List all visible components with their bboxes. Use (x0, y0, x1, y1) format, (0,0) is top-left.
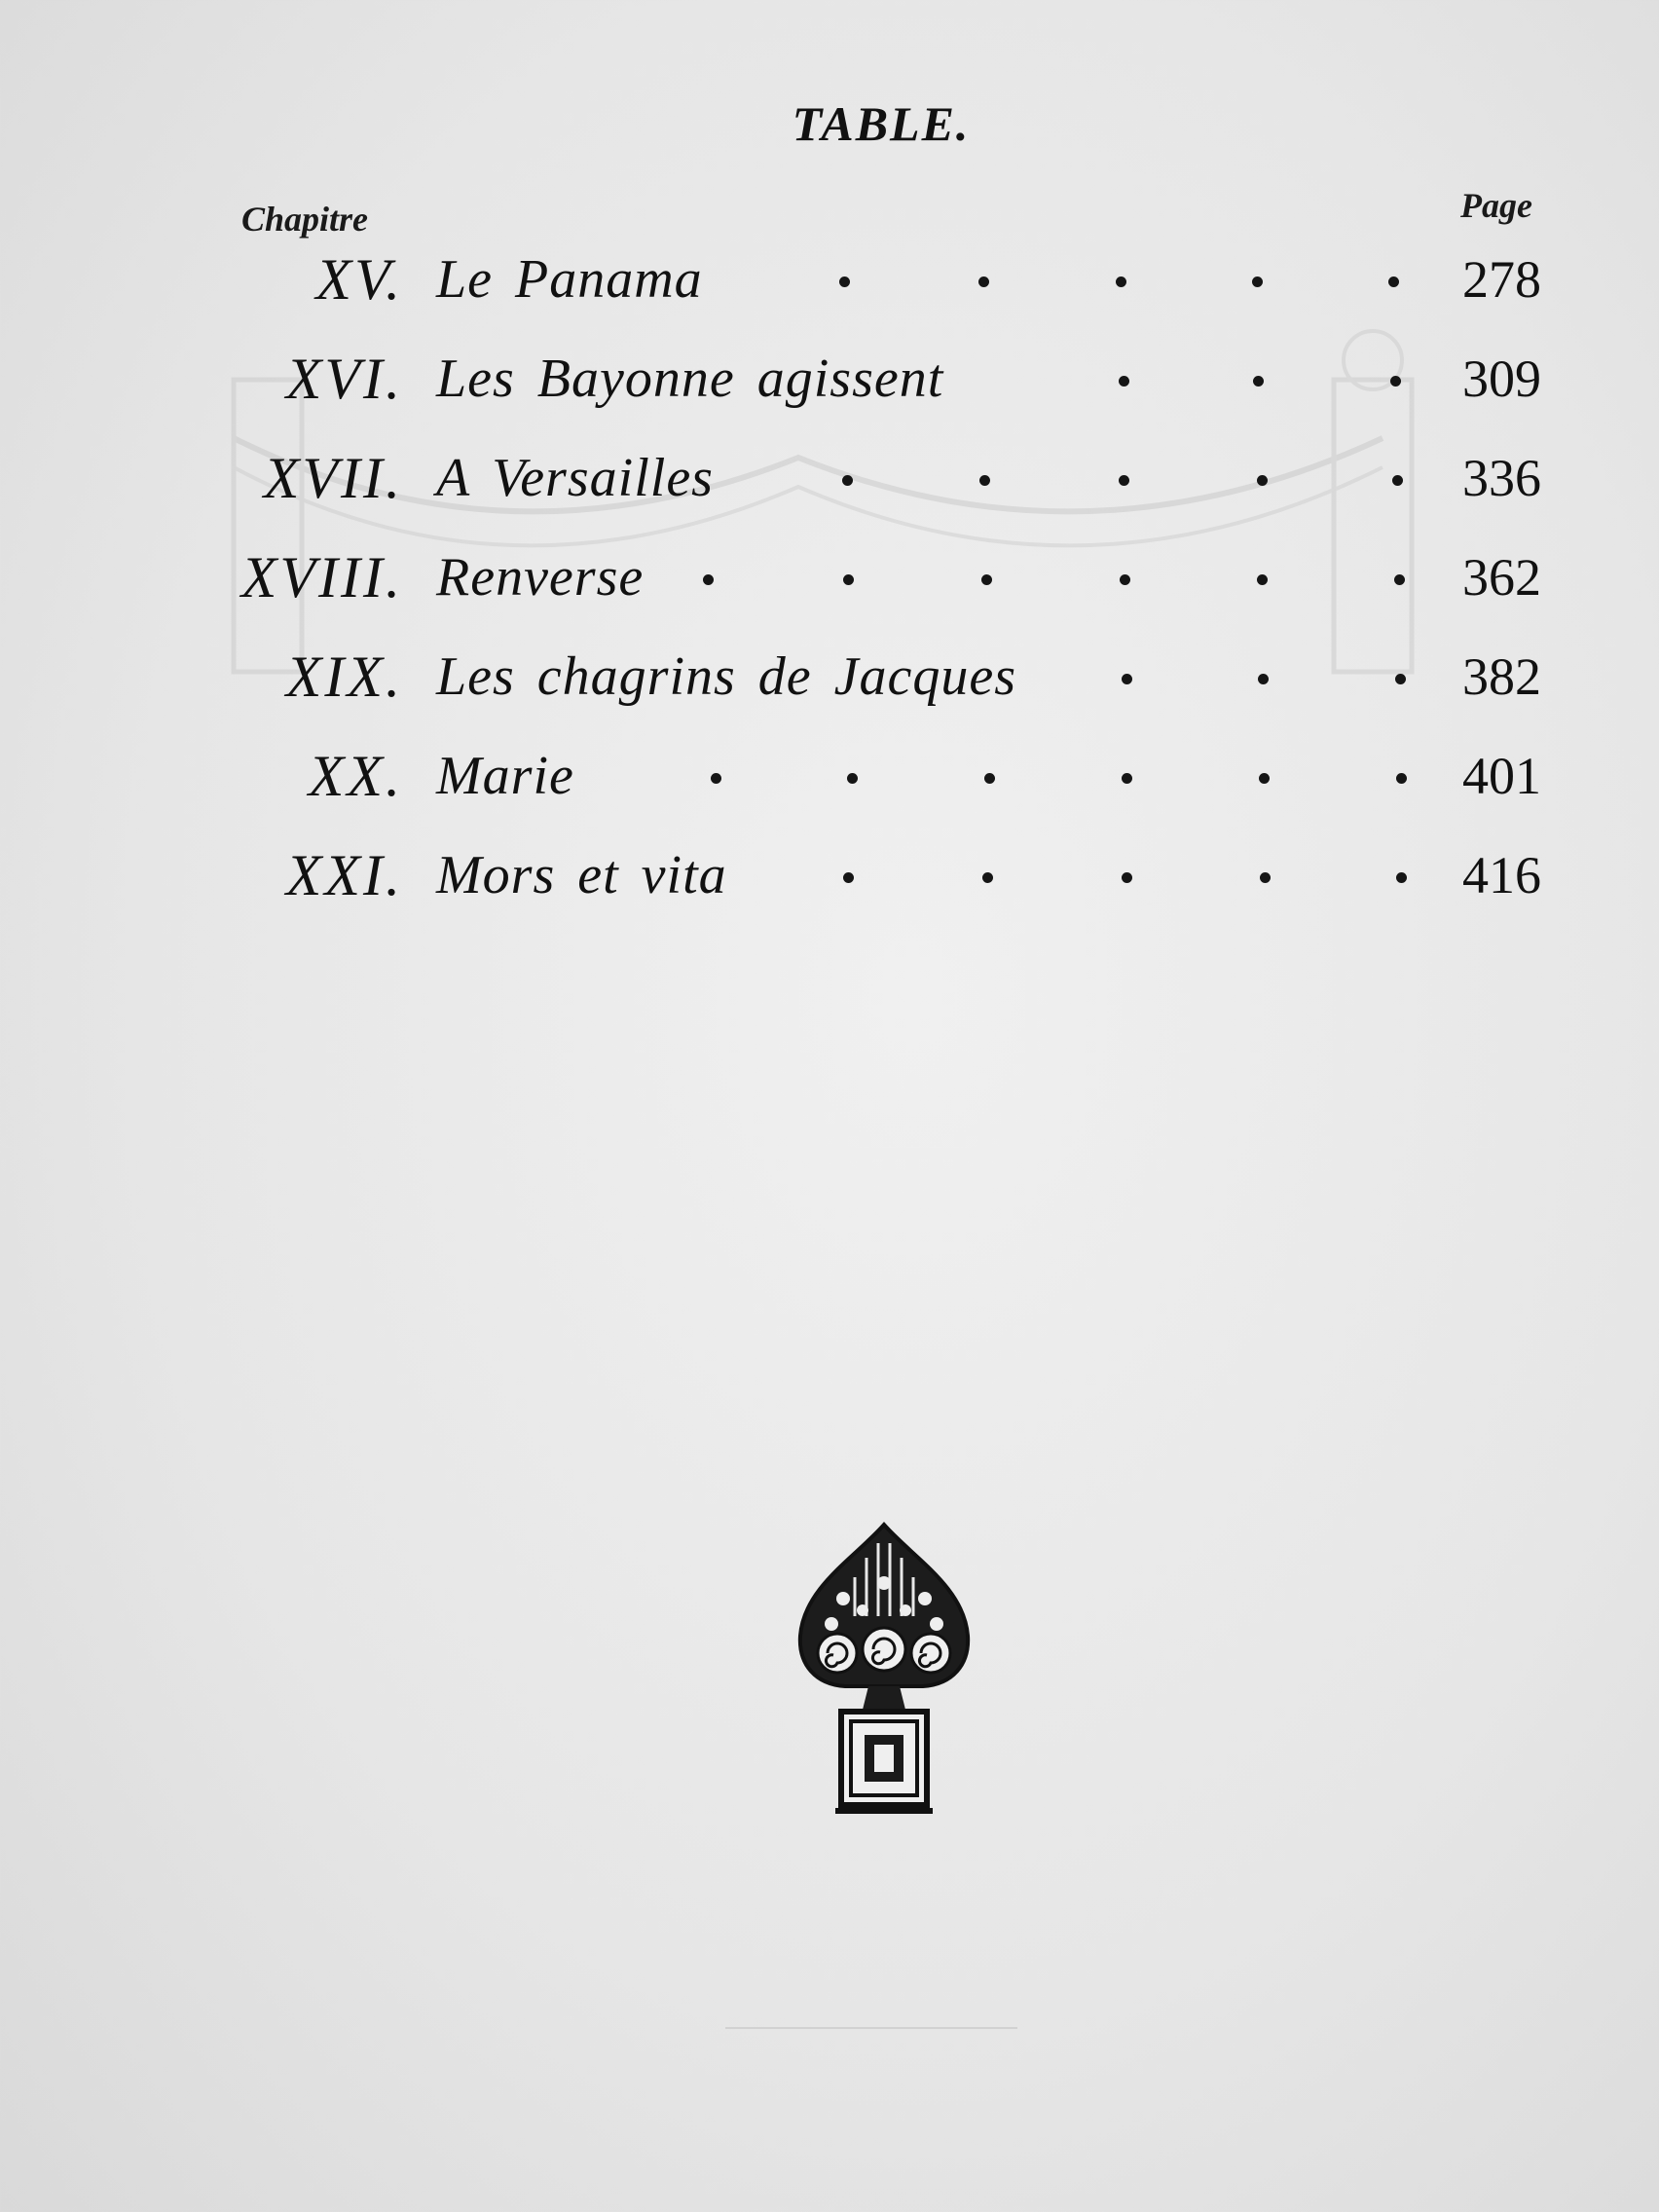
page-column-header: Page (1460, 186, 1532, 225)
leader-dot (981, 574, 992, 585)
leader-dot (984, 773, 995, 784)
leader-dot (1252, 276, 1263, 287)
page-number: 309 (1462, 350, 1541, 408)
leader-dot (1260, 872, 1271, 883)
chapter-numeral: XVI. (285, 347, 403, 411)
fleuron-ornament-icon (787, 1519, 981, 1823)
leader-dot (982, 872, 993, 883)
leader-dot (843, 872, 854, 883)
chapter-numeral: XVII. (263, 446, 403, 510)
chapter-title: A Versailles (436, 448, 714, 508)
leader-dot (839, 276, 850, 287)
leader-dot (1116, 276, 1126, 287)
page-title: TABLE. (792, 96, 971, 151)
leader-dot (1122, 872, 1132, 883)
page-number: 416 (1462, 846, 1541, 904)
leader-dot (1396, 872, 1407, 883)
chapter-numeral: XX. (308, 744, 403, 808)
leader-dot (1259, 773, 1270, 784)
leader-dot (1388, 276, 1399, 287)
leader-dot (1253, 376, 1264, 387)
page-number: 278 (1462, 250, 1541, 309)
leader-dot (1390, 376, 1401, 387)
chapter-numeral: XV. (315, 247, 403, 312)
leader-dot (979, 475, 990, 486)
chapter-column-header: Chapitre (241, 200, 369, 239)
leader-dot (1119, 376, 1129, 387)
leader-dot (1119, 475, 1129, 486)
leader-dot (1122, 773, 1132, 784)
chapter-title: Renverse (436, 547, 645, 608)
page-number: 401 (1462, 747, 1541, 805)
page-number: 382 (1462, 647, 1541, 706)
page-number: 362 (1462, 548, 1541, 607)
chapter-title: Le Panama (436, 249, 703, 310)
chapter-title: Marie (436, 746, 574, 806)
chapter-title: Mors et vita (436, 845, 727, 905)
leader-dot (842, 475, 853, 486)
chapter-title: Les Bayonne agissent (436, 349, 944, 409)
toc-entry (0, 638, 1659, 716)
toc-entry (0, 538, 1659, 616)
chapter-numeral: XXI. (285, 843, 403, 907)
leader-dot (847, 773, 858, 784)
toc-entry (0, 240, 1659, 318)
leader-dot (1257, 574, 1268, 585)
leader-dot (1257, 475, 1268, 486)
leader-dot (1395, 674, 1406, 684)
chapter-numeral: XIX. (285, 645, 403, 709)
toc-entry (0, 737, 1659, 815)
leader-dot (978, 276, 989, 287)
leader-dot (843, 574, 854, 585)
leader-dot (1396, 773, 1407, 784)
leader-dot (1122, 674, 1132, 684)
chapter-title: Les chagrins de Jacques (436, 646, 1017, 707)
leader-dot (1120, 574, 1130, 585)
leader-dot (703, 574, 714, 585)
leader-dot (1394, 574, 1405, 585)
page-number: 336 (1462, 449, 1541, 507)
leader-dot (711, 773, 721, 784)
leader-dot (1258, 674, 1269, 684)
toc-entry (0, 439, 1659, 517)
toc-entry (0, 836, 1659, 914)
toc-entry (0, 340, 1659, 418)
chapter-numeral: XVIII. (240, 545, 403, 609)
leader-dot (1392, 475, 1403, 486)
